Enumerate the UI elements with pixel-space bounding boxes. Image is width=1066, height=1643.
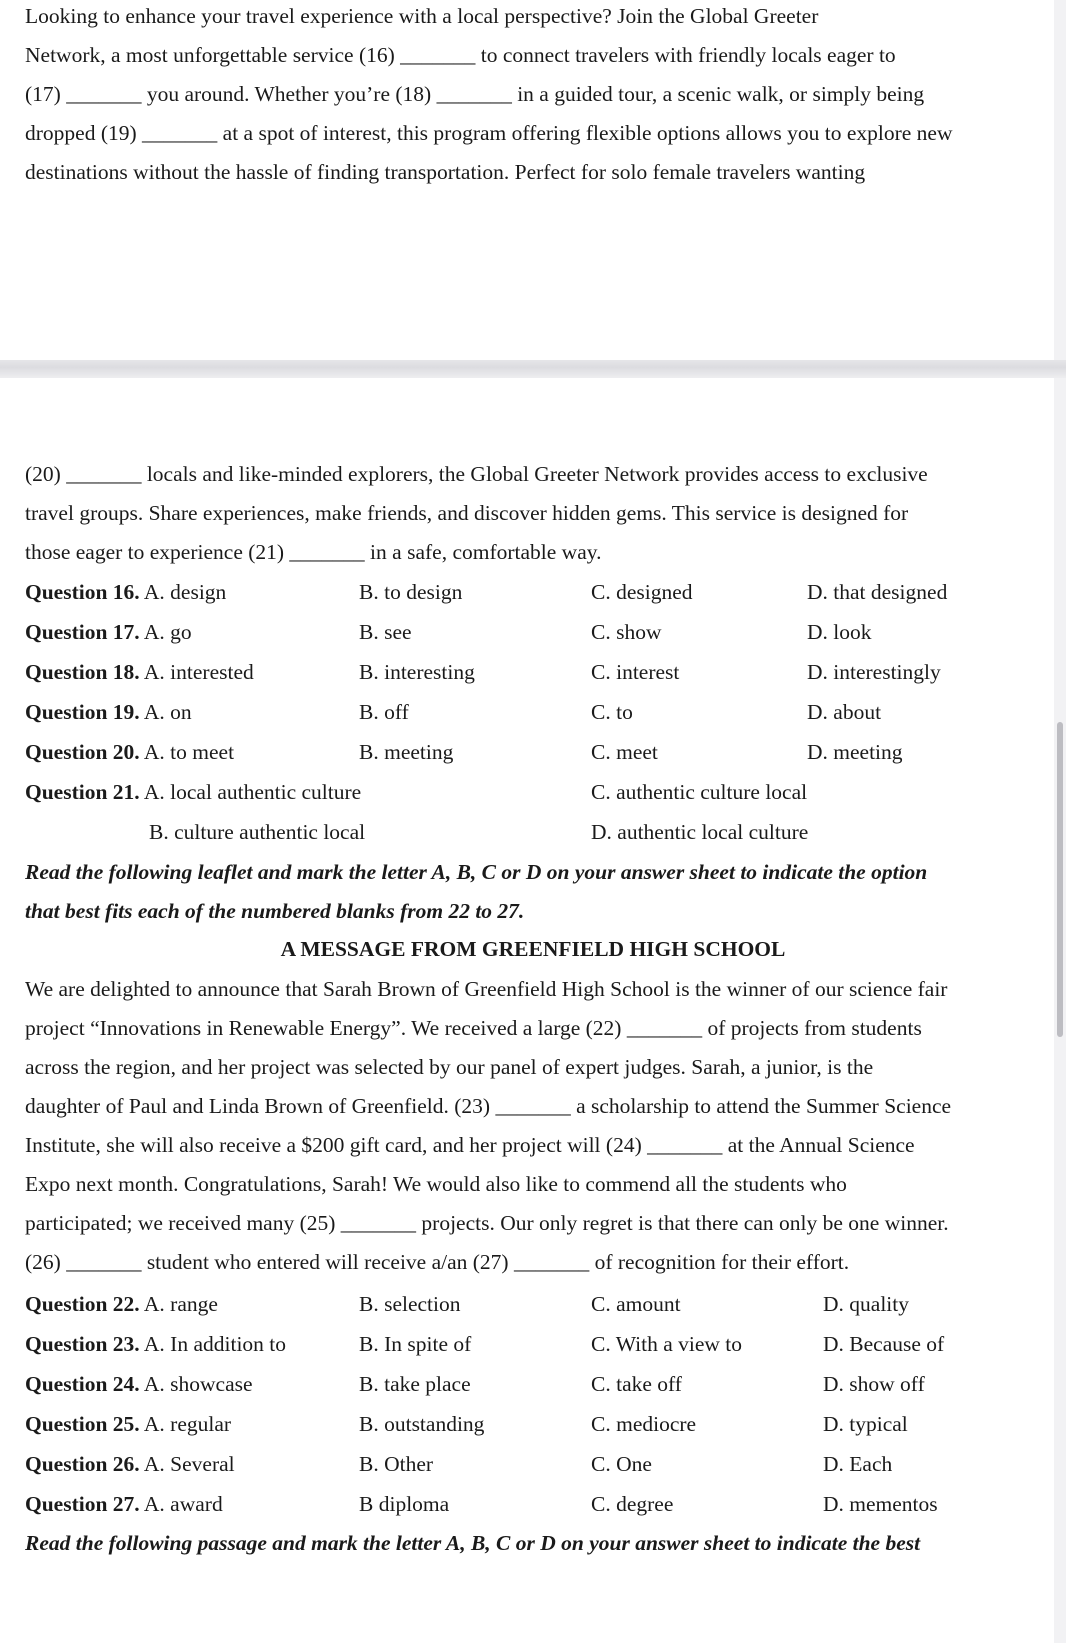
question-row [25,739,1035,765]
instruction-text: Read the following leaflet and mark the letter A, B, C or D on your answer sheet to indicate the option [25,860,928,884]
option-c: C. mediocre [591,1412,697,1436]
option-d: D. mementos [823,1492,938,1516]
question-row [25,1331,1035,1357]
option-d: D. about [807,700,882,724]
option-b: B. off [359,700,409,724]
option-a: A. go [143,620,192,644]
option-a: A. regular [143,1412,232,1436]
question-row [25,1371,1035,1397]
option-a: A. Several [143,1452,235,1476]
option-c: C. meet [591,740,658,764]
question-label-and-option-a: Question 23. A. In addition to [25,1332,287,1356]
question-row [25,819,1035,845]
passage1-line: destinations without the hassle of finding transportation. Perfect for solo female travelers wanting [25,160,866,184]
option-c: C. interest [591,660,680,684]
option-a: A. local authentic culture [143,780,362,804]
option-c: C. designed [591,580,693,604]
option-d: D. typical [823,1412,908,1436]
question-label-and-option-a: Question 26. A. Several [25,1452,235,1476]
question-row [25,619,1035,645]
scrollbar-track[interactable] [1054,0,1066,1643]
question-row [25,1291,1035,1317]
question-row [25,699,1035,725]
option-d: D. look [807,620,872,644]
passage2-line: (26) _______ student who entered will receive a/an (27) _______ of recognition for their effort. [25,1250,850,1274]
option-b: B. In spite of [359,1332,472,1356]
option-a: A. In addition to [143,1332,287,1356]
scrollbar-thumb[interactable] [1057,722,1063,1037]
document-page-2 [0,378,1054,1643]
passage1-line: (17) _______ you around. Whether you’re (18) _______ in a guided tour, a scenic walk, or simply being [25,82,925,106]
option-c: C. amount [591,1292,681,1316]
question-label-and-option-a: Question 20. A. to meet [25,740,235,764]
question-label-and-option-a: Question 17. A. go [25,620,192,644]
option-b: B. selection [359,1292,461,1316]
option-d: D. authentic local culture [591,820,809,844]
question-label-and-option-a: Question 24. A. showcase [25,1372,253,1396]
passage1-line: Looking to enhance your travel experience with a local perspective? Join the Global Greeter [25,4,819,28]
option-a: A. interested [143,660,254,684]
leaflet-title: A MESSAGE FROM GREENFIELD HIGH SCHOOL [280,937,786,961]
question-row [25,1451,1035,1477]
document-page-1 [0,0,1054,360]
question-label-and-option-a: Question 19. A. on [25,700,192,724]
question-label-and-option-a: Question 25. A. regular [25,1412,232,1436]
option-b: B. take place [359,1372,471,1396]
question-row [25,659,1035,685]
option-b: B diploma [359,1492,450,1516]
option-d: D. interestingly [807,660,941,684]
passage2-line: project “Innovations in Renewable Energy”. We received a large (22) _______ of projects from students [25,1016,922,1040]
passage2-line: daughter of Paul and Linda Brown of Greenfield. (23) _______ a scholarship to attend the Summer Science [25,1094,952,1118]
passage1-line: (20) _______ locals and like-minded explorers, the Global Greeter Network provides access to exclusive [25,462,928,486]
page-separator [0,360,1066,378]
passage1-line: travel groups. Share experiences, make friends, and discover hidden gems. This service is designed for [25,501,909,525]
option-c: C. One [591,1452,652,1476]
question-row [25,779,1035,805]
question-label-and-option-a: Question 18. A. interested [25,660,254,684]
option-a: A. showcase [143,1372,253,1396]
option-c: C. to [591,700,633,724]
question-row [25,1411,1035,1437]
passage2-line: Institute, she will also receive a $200 gift card, and her project will (24) _______ at the Annual Science [25,1133,915,1157]
option-b: B. outstanding [359,1412,485,1436]
passage2-line: Expo next month. Congratulations, Sarah! We would also like to commend all the students who [25,1172,847,1196]
passage2-line: We are delighted to announce that Sarah Brown of Greenfield High School is the winner of our science fair [25,977,948,1001]
instruction-text: that best fits each of the numbered blanks from 22 to 27. [25,899,525,923]
question-row [25,1491,1035,1517]
option-b: B. see [359,620,412,644]
option-d: D. show off [823,1372,925,1396]
option-b: B. culture authentic local [149,820,366,844]
option-a: A. design [143,580,227,604]
question-label-and-option-a: Question 22. A. range [25,1292,218,1316]
option-d: D. Each [823,1452,893,1476]
passage1-line: dropped (19) _______ at a spot of interest, this program offering flexible options allows you to explore new [25,121,953,145]
option-b: B. Other [359,1452,434,1476]
question-row [25,579,1035,605]
passage1-line: those eager to experience (21) _______ in a safe, comfortable way. [25,540,602,564]
option-b: B. meeting [359,740,454,764]
passage2-line: across the region, and her project was selected by our panel of expert judges. Sarah, a junior, is the [25,1055,874,1079]
option-c: C. show [591,620,662,644]
question-label-and-option-a: Question 27. A. award [25,1492,223,1516]
option-a: A. on [143,700,192,724]
option-c: C. With a view to [591,1332,743,1356]
question-label-and-option-a: Question 16. A. design [25,580,227,604]
option-c: C. authentic culture local [591,780,808,804]
instruction-text: Read the following passage and mark the letter A, B, C or D on your answer sheet to indicate the best [25,1531,921,1555]
option-c: C. degree [591,1492,674,1516]
option-b: B. to design [359,580,463,604]
option-a: A. award [143,1492,223,1516]
option-d: D. quality [823,1292,909,1316]
option-c: C. take off [591,1372,682,1396]
option-d: D. meeting [807,740,903,764]
option-d: D. Because of [823,1332,945,1356]
option-a: A. range [143,1292,218,1316]
option-d: D. that designed [807,580,948,604]
passage1-line: Network, a most unforgettable service (16) _______ to connect travelers with friendly locals eager to [25,43,896,67]
option-b: B. interesting [359,660,475,684]
passage2-line: participated; we received many (25) _______ projects. Our only regret is that there can only be one winner. [25,1211,949,1235]
question-label-and-option-a: Question 21. A. local authentic culture [25,780,362,804]
option-a: A. to meet [143,740,235,764]
